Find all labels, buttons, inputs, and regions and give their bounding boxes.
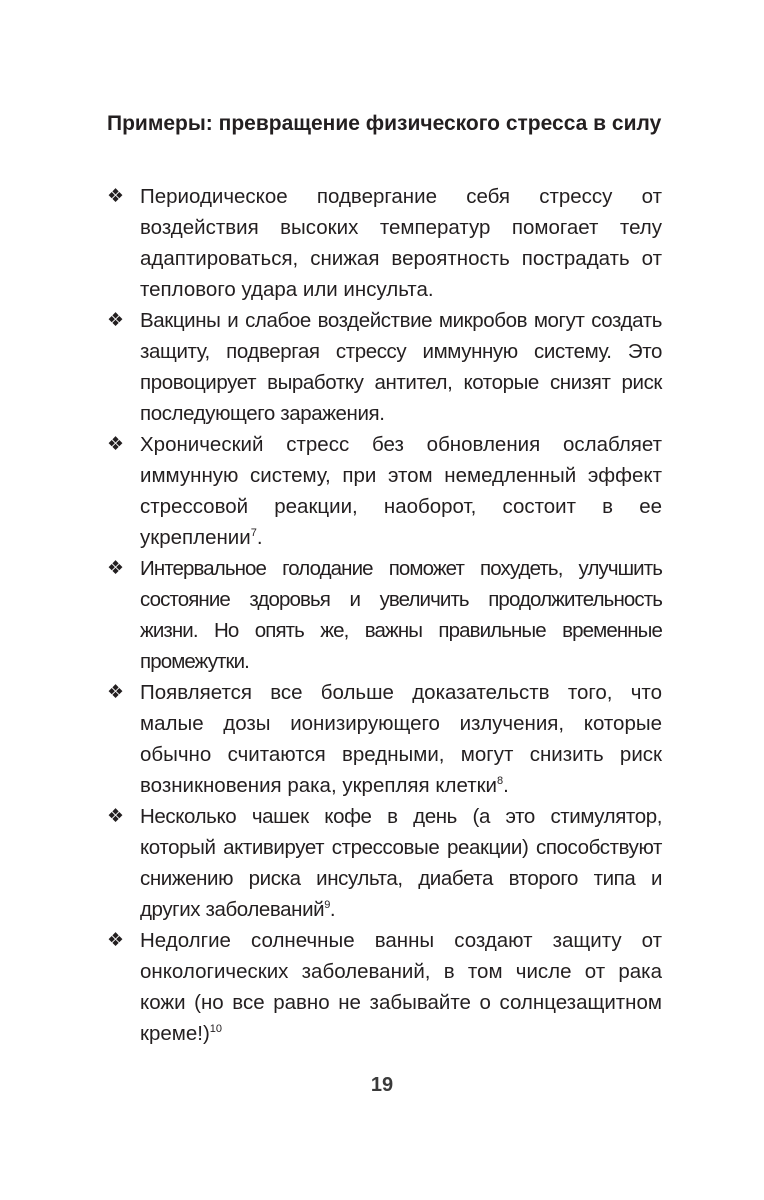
list-item	[107, 553, 662, 677]
diamond-bullet-icon: ❖	[107, 186, 125, 207]
list-item-text: Вакцины и слабое воздействие микробов могут создать защиту, подвергая стрессу иммунную систему. Это провоцирует выработку антител, которые снизят риск последующего заражения.	[140, 309, 662, 425]
section-heading: Примеры: превращение физического стресса в силу	[107, 112, 662, 135]
list-item	[107, 925, 662, 1049]
list-item-text: Несколько чашек кофе в день (а это стимулятор, который активирует стрессовые реакции) способствуют снижению риска инсульта, диабета второго типа и других заболеваний	[140, 805, 662, 921]
diamond-bullet-icon: ❖	[107, 558, 124, 579]
diamond-bullet-icon: ❖	[107, 806, 124, 827]
list-item	[107, 801, 662, 925]
list-item-text: Периодическое подвергание себя стрессу от воздействия высоких температур помогает телу адаптироваться, снижая вероятность пострадать от теплового удара или инсульта.	[140, 185, 662, 301]
diamond-bullet-icon: ❖	[107, 434, 125, 455]
list-item	[107, 677, 662, 801]
list-item-text: Появляется все больше доказательств того, что малые дозы ионизирующего излучения, которые обычно считаются вредными, могут снизить риск возникновения рака, укрепляя клетки	[140, 681, 662, 797]
list-item	[107, 305, 662, 429]
list-item-tail: .	[329, 898, 336, 921]
diamond-bullet-icon: ❖	[107, 930, 125, 951]
page-number: 19	[370, 1074, 394, 1096]
list-item	[107, 429, 662, 553]
footnote-marker: 8	[497, 775, 504, 788]
list-item-text: Интервальное голодание поможет похудеть, улучшить состояние здоровья и увеличить продолжительность жизни. Но опять же, важны правильные временные промежутки.	[140, 557, 662, 673]
list-item-tail: .	[503, 774, 509, 797]
diamond-bullet-icon: ❖	[107, 310, 124, 331]
footnote-marker: 9	[324, 899, 330, 912]
list-item	[107, 181, 662, 305]
list-item-text: Хронический стресс без обновления ослабляет иммунную систему, при этом немедленный эффект стрессовой реакции, наоборот, состоит в ее укреплении	[140, 433, 662, 549]
examples-list	[107, 181, 662, 1049]
footnote-marker: 7	[250, 527, 257, 540]
list-item-tail: .	[256, 526, 263, 549]
list-item-text: Недолгие солнечные ванны создают защиту от онкологических заболеваний, в том числе от рака кожи (но все равно не забывайте о солнцезащитном креме!)	[140, 929, 662, 1045]
footnote-marker: 10	[209, 1023, 223, 1036]
diamond-bullet-icon: ❖	[107, 682, 125, 703]
